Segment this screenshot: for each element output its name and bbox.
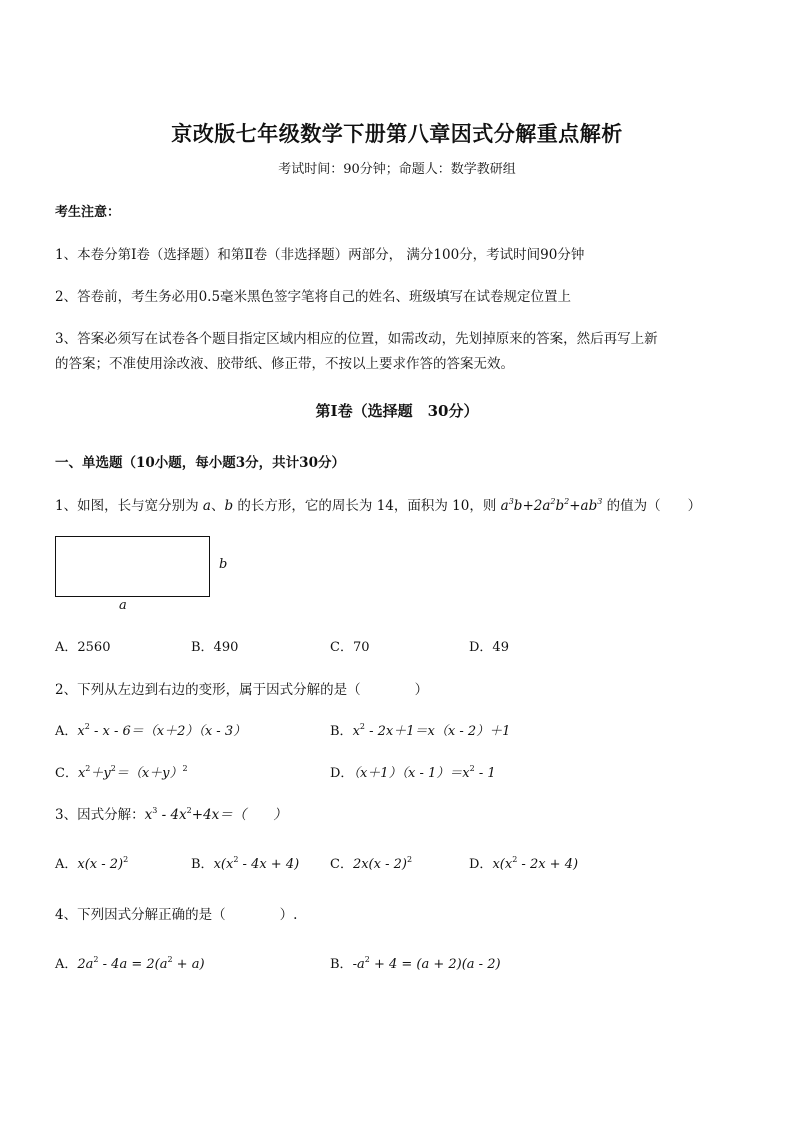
q3-option-b-label: B． [191, 857, 214, 872]
q2-option-c-rest: ＝（x＋y） [115, 766, 183, 781]
section-title: 第Ⅰ卷（选择题 30分） [315, 402, 479, 420]
rectangle-figure [55, 536, 210, 597]
q2-option-c-sup-1: 2 [85, 764, 91, 773]
q2-option-c-sup-2: 2 [110, 764, 116, 773]
part-title: 一、单选题（10小题，每小题3分，共计30分） [55, 455, 345, 471]
q1-expr-t3: b [555, 498, 565, 514]
notice-item-3-line-1: 3、答案必须写在试卷各个题目指定区域内相应的位置，如需改动，先划掉原来的答案，然后再写上新 [55, 331, 658, 347]
q3-option-b-rest: - 4x + 4) [238, 857, 300, 872]
figure-label-b: b [219, 557, 228, 572]
q2-option-b-x: x [352, 724, 360, 739]
q1-expr-sup-4: 3 [597, 497, 603, 506]
q2-option-c[interactable] [55, 762, 188, 781]
q1-expr-sup-2: 2 [550, 497, 556, 506]
q1-text-suffix: 的值为（ ） [602, 498, 702, 514]
q3-option-d-expr: x(x [492, 857, 513, 872]
q2-option-c-label: C． [55, 766, 78, 781]
q4-option-a-part-1: 2a [77, 957, 94, 972]
q3-stem-prefix: 3、因式分解： [55, 807, 145, 823]
q3-option-a-expr: x(x - 2) [77, 857, 124, 872]
q2-option-c-x: x [77, 766, 86, 781]
q2-option-a-sup: 2 [84, 722, 90, 731]
q1-var-a: a [202, 498, 211, 514]
exam-info: 考试时间：90分钟；命题人：数学教研组 [278, 162, 516, 177]
q3-option-d-label: D． [469, 857, 493, 872]
q4-option-a-label: A． [55, 957, 78, 972]
q2-option-a-label: A． [55, 724, 78, 739]
q3-stem-sup-3: 3 [152, 806, 158, 815]
q2-option-a[interactable] [55, 720, 246, 739]
q2-option-d-label: D． [330, 766, 354, 781]
q3-option-c-expr: 2x(x - 2) [352, 857, 407, 872]
q2-option-c-mid: ＋y [90, 766, 111, 781]
q3-stem-expr-3: +4x＝（ ） [191, 807, 287, 823]
q4-option-b-sup: 2 [364, 955, 370, 964]
q1-option-b[interactable]: B．490 [191, 640, 239, 655]
q4-option-a-sup-2: 2 [167, 955, 173, 964]
q1-sep: 、 [210, 498, 225, 514]
q2-option-b[interactable] [330, 720, 510, 739]
q3-stem-expr-1: x [144, 807, 153, 823]
q1-text-prefix: 1、如图，长与宽分别为 [55, 498, 203, 514]
q1-text-mid: 的长方形，它的周长为 14，面积为 10，则 [233, 498, 501, 514]
q3-option-c-sup: 2 [406, 855, 413, 864]
q3-option-a-sup: 2 [123, 855, 129, 864]
q2-option-d[interactable] [330, 762, 496, 781]
q2-option-b-sup: 2 [359, 722, 365, 731]
q2-option-b-label: B． [330, 724, 353, 739]
q2-option-d-rest: - 1 [474, 766, 496, 781]
q1-var-b: b [224, 498, 234, 514]
q4-option-b-label: B． [330, 957, 353, 972]
question-3-stem [55, 803, 287, 823]
notice-heading: 考生注意： [55, 205, 121, 220]
q1-expr-t1: a [500, 498, 509, 514]
q1-expr-sup-1: 3 [508, 497, 514, 506]
question-2-stem: 2、下列从左边到右边的变形，属于因式分解的是（ ） [55, 682, 429, 698]
q4-option-a[interactable] [55, 953, 205, 972]
q4-option-a-sup-1: 2 [93, 955, 99, 964]
q3-option-b[interactable] [191, 853, 299, 872]
q3-option-b-expr: x(x [213, 857, 234, 872]
q2-option-d-sup: 2 [469, 764, 475, 773]
page-title: 京改版七年级数学下册第八章因式分解重点解析 [171, 121, 623, 146]
q2-option-a-x: x [77, 724, 85, 739]
q3-option-a-label: A． [55, 857, 78, 872]
q2-option-a-rest: - x - 6＝（x＋2）（x - 3） [89, 724, 247, 739]
q2-option-c-sup-3: 2 [182, 764, 188, 773]
q4-option-b-part-1: -a [352, 957, 365, 972]
q3-option-d-rest: - 2x + 4) [517, 857, 579, 872]
q1-expression [501, 498, 603, 514]
q4-option-b-part-2: + 4 = (a + 2)(a - 2) [369, 957, 501, 972]
q2-option-d-text: （x＋1）（x - 1）＝x [353, 766, 470, 781]
q1-option-c[interactable]: C．70 [330, 640, 370, 655]
q3-option-a[interactable] [55, 853, 128, 872]
q4-option-a-part-2: - 4a = 2(a [98, 957, 168, 972]
q1-expr-t2: b+2a [513, 498, 551, 514]
question-1-stem [55, 494, 701, 514]
q4-option-b[interactable] [330, 953, 501, 972]
q3-option-b-sup: 2 [233, 855, 239, 864]
q1-option-a[interactable]: A．2560 [55, 640, 111, 655]
figure-label-a: a [119, 598, 127, 613]
notice-item-2: 2、答卷前，考生务必用0.5毫米黑色签字笔将自己的姓名、班级填写在试卷规定位置上 [55, 289, 572, 305]
q3-stem-sup-2: 2 [186, 806, 192, 815]
notice-item-1: 1、本卷分第Ⅰ卷（选择题）和第Ⅱ卷（非选择题）两部分， 满分100分，考试时间90分钟 [55, 247, 585, 263]
q2-option-b-rest: - 2x＋1＝x（x - 2）＋1 [365, 724, 511, 739]
q4-option-a-part-3: + a) [172, 957, 205, 972]
q3-option-c-label: C． [330, 857, 353, 872]
q1-option-d[interactable]: D．49 [469, 640, 509, 655]
q3-option-d[interactable] [469, 853, 578, 872]
q3-stem-expr-2: - 4x [157, 807, 187, 823]
q3-option-c[interactable] [330, 853, 412, 872]
notice-item-3-line-2: 的答案；不准使用涂改液、胶带纸、修正带，不按以上要求作答的答案无效。 [55, 356, 514, 372]
q1-expr-t4: +ab [569, 498, 598, 514]
q1-expr-sup-3: 2 [564, 497, 570, 506]
question-4-stem: 4、下列因式分解正确的是（ ）. [55, 907, 298, 923]
q3-option-d-sup: 2 [512, 855, 518, 864]
